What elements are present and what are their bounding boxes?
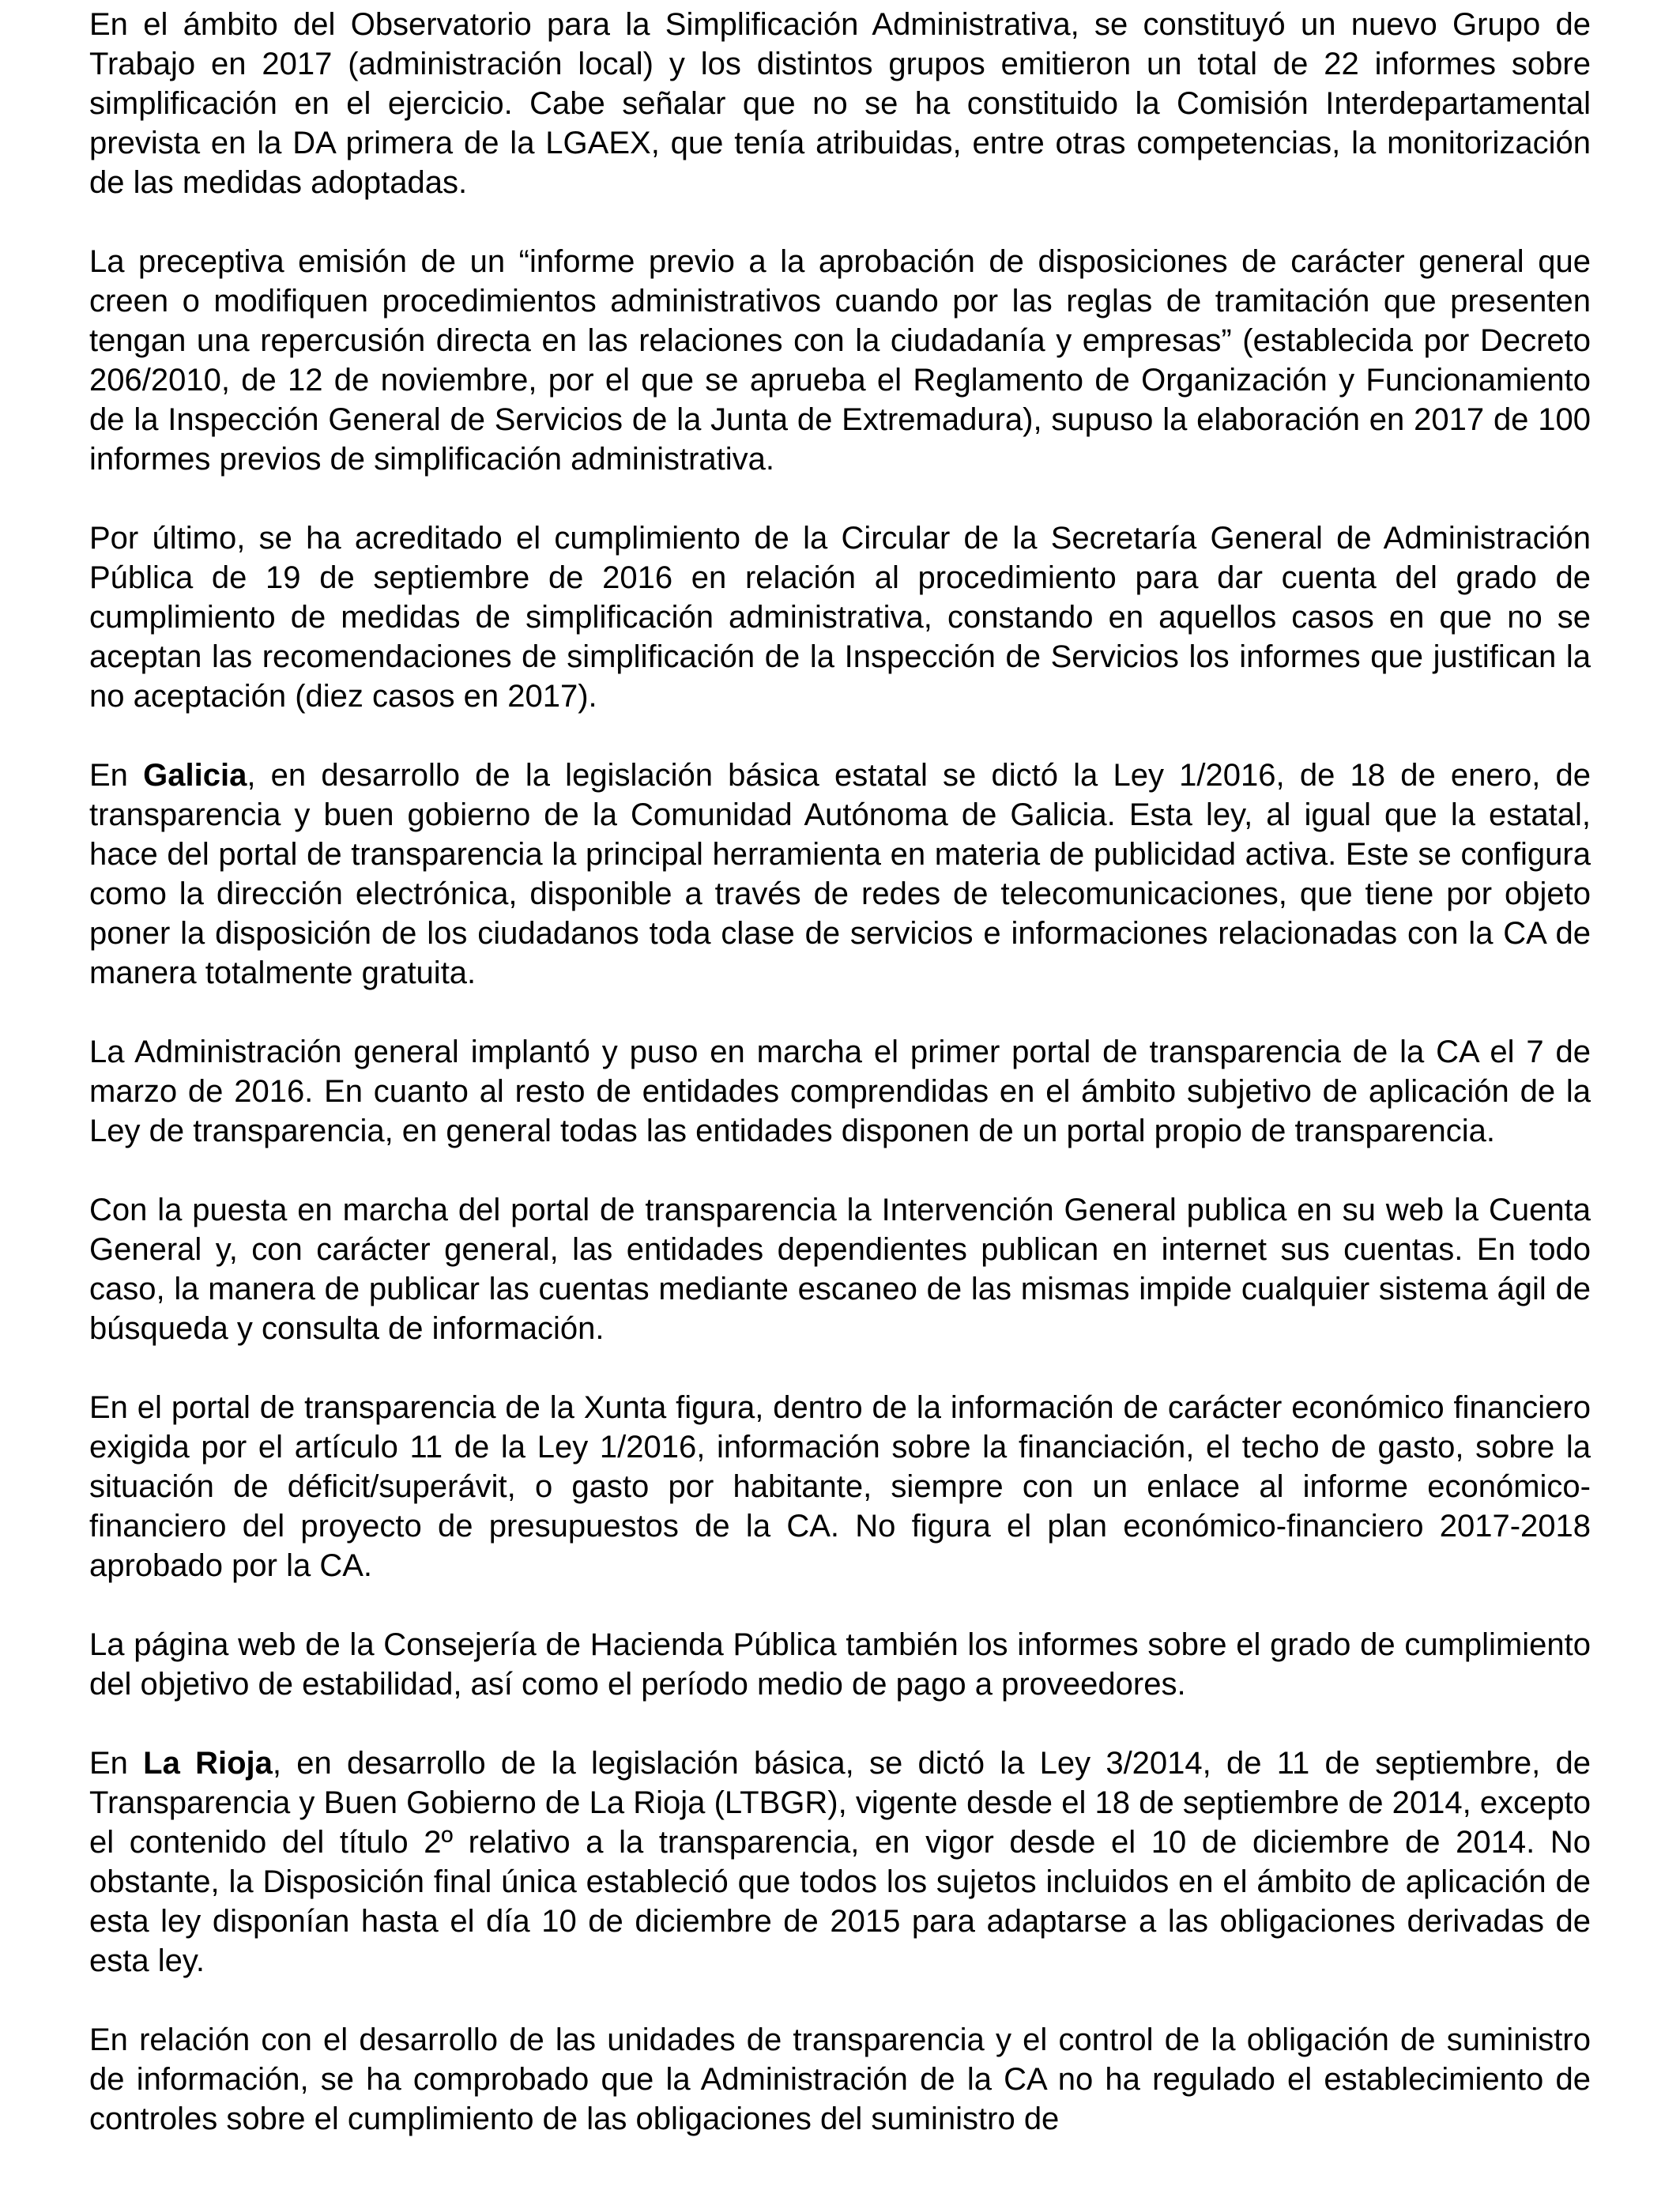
paragraph-circular: Por último, se ha acreditado el cumplimiento de la Circular de la Secretaría General de Administración Pública de 19 de septiembre de 2016 en relación al procedimiento para dar cuenta del grado de cumplimiento de medidas de simplificación administrativa, constando en aquellos casos en que no se aceptan las recomendaciones de simplificación de la Inspección de Servicios los informes que justifican la no aceptación (diez casos en 2017).	[89, 521, 1591, 714]
paragraph-galicia-lead: En	[89, 758, 144, 793]
region-name-la-rioja: La Rioja	[143, 1746, 273, 1781]
paragraph-galicia-rest: , en desarrollo de la legislación básica estatal se dictó la Ley 1/2016, de 18 de enero, de transparencia y buen gobierno de la Comunidad Autónoma de Galicia. Esta ley, al igual que la estatal, hace del portal de transparencia la principal herramienta en materia de publicidad activa. Este se configura como la dirección electrónica, disponible a través de redes de telecomunicaciones, que tiene por objeto poner la disposición de los ciudadanos toda clase de servicios e informaciones relacionadas con la CA de manera totalmente gratuita.	[89, 758, 1591, 990]
paragraph-consejeria: La página web de la Consejería de Hacienda Pública también los informes sobre el grado de cumplimiento del objetivo de estabilidad, así como el período medio de pago a proveedores.	[89, 1627, 1591, 1702]
document-page	[89, 0, 1591, 2178]
paragraph-observatorio: En el ámbito del Observatorio para la Simplificación Administrativa, se constituyó un nuevo Grupo de Trabajo en 2017 (administración local) y los distintos grupos emitieron un total de 22 informes sobre simplificación en el ejercicio. Cabe señalar que no se ha constituido la Comisión Interdepartamental prevista en la DA primera de la LGAEX, que tenía atribuidas, entre otras competencias, la monitorización de las medidas adoptadas.	[89, 7, 1591, 200]
paragraph-informe-previo: La preceptiva emisión de un “informe previo a la aprobación de disposiciones de carácter general que creen o modifiquen procedimientos administrativos cuando por las reglas de tramitación que presenten tengan una repercusión directa en las relaciones con la ciudadanía y empresas” (establecida por Decreto 206/2010, de 12 de noviembre, por el que se aprueba el Reglamento de Organización y Funcionamiento de la Inspección General de Servicios de la Junta de Extremadura), supuso la elaboración en 2017 de 100 informes previos de simplificación administrativa.	[89, 244, 1591, 477]
paragraph-unidades-transparencia: En relación con el desarrollo de las unidades de transparencia y el control de la obligación de suministro de información, se ha comprobado que la Administración de la CA no ha regulado el establecimiento de controles sobre el cumplimiento de las obligaciones del suministro de	[89, 2022, 1591, 2136]
region-name-galicia: Galicia	[143, 758, 247, 793]
paragraph-galicia	[89, 756, 1591, 993]
paragraph-la-rioja-rest: , en desarrollo de la legislación básica, se dictó la Ley 3/2014, de 11 de septiembre, de Transparencia y Buen Gobierno de La Rioja (LTBGR), vigente desde el 18 de septiembre de 2014, excepto el contenido del título 2º relativo a la transparencia, en vigor desde el 10 de diciembre de 2014. No obstante, la Disposición final única estableció que todos los sujetos incluidos en el ámbito de aplicación de esta ley disponían hasta el día 10 de diciembre de 2015 para adaptarse a las obligaciones derivadas de esta ley.	[89, 1746, 1591, 1978]
paragraph-la-rioja	[89, 1744, 1591, 1981]
paragraph-portal-xunta: En el portal de transparencia de la Xunta figura, dentro de la información de carácter económico financiero exigida por el artículo 11 de la Ley 1/2016, información sobre la financiación, el techo de gasto, sobre la situación de déficit/superávit, o gasto por habitante, siempre con un enlace al informe económico-financiero del proyecto de presupuestos de la CA. No figura el plan económico-financiero 2017-2018 aprobado por la CA.	[89, 1390, 1591, 1583]
paragraph-la-rioja-lead: En	[89, 1746, 144, 1781]
paragraph-portal-ca: La Administración general implantó y puso en marcha el primer portal de transparencia de la CA el 7 de marzo de 2016. En cuanto al resto de entidades comprendidas en el ámbito subjetivo de aplicación de la Ley de transparencia, en general todas las entidades disponen de un portal propio de transparencia.	[89, 1035, 1591, 1148]
paragraph-cuenta-general: Con la puesta en marcha del portal de transparencia la Intervención General publica en su web la Cuenta General y, con carácter general, las entidades dependientes publican en internet sus cuentas. En todo caso, la manera de publicar las cuentas mediante escaneo de las mismas impide cualquier sistema ágil de búsqueda y consulta de información.	[89, 1193, 1591, 1346]
